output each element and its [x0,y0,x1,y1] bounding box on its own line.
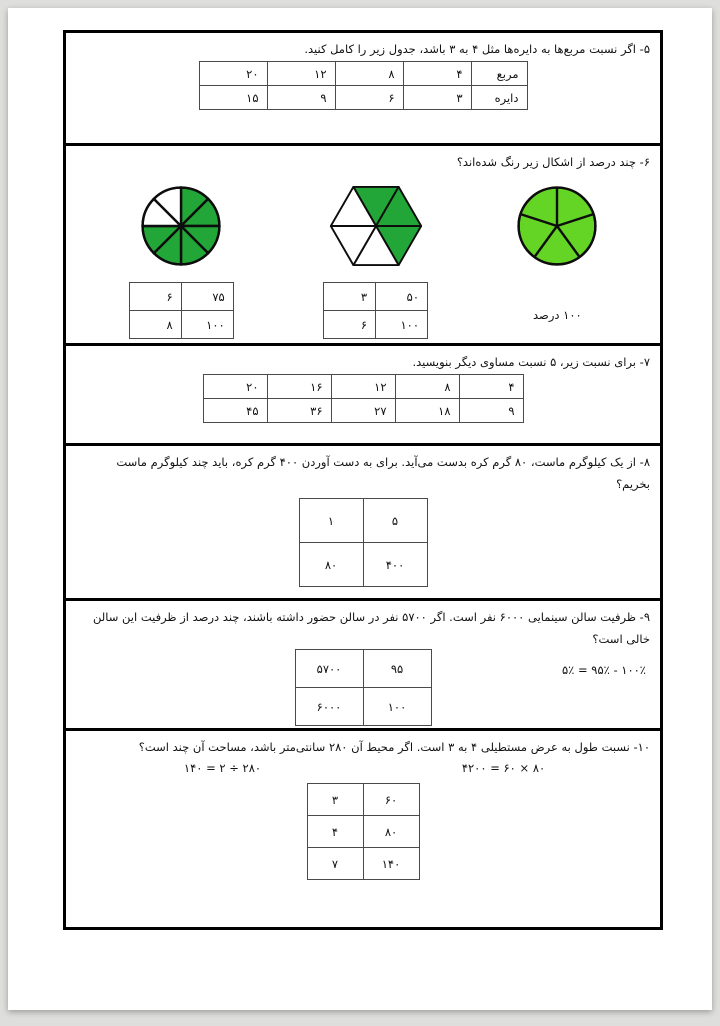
question-5-section [66,33,660,146]
question-9-table-wrap [66,649,660,726]
question-7-table [203,374,524,423]
table-row [307,816,419,848]
cell: ۷ [307,848,363,880]
cell: ۵۷۰۰ [295,650,363,688]
question-9-section [66,601,660,731]
cell: ۹۵ [363,650,431,688]
question-5-table [199,61,528,110]
cell: ۶ [335,86,403,110]
question-9-calculation: ۱۰۰٪ - ۹۵٪ = ۵٪ [561,663,646,677]
cell: ۵۰ [376,283,428,311]
question-9-table [295,649,432,726]
hexagon-six-triangles-icon [330,178,422,274]
circle-eight-sectors-icon [141,178,221,274]
question-10-calc-left: ۸۰ × ۶۰ = ۴۲۰۰ [461,761,546,776]
shape-group-circle-eight-sectors [129,178,234,339]
question-5-prompt: ۵- اگر نسبت مربع‌ها به دایره‌ها مثل ۴ به ۳ باشد، جدول زیر را کامل کنید. [304,42,650,56]
cell: ۱۸ [395,399,459,423]
question-10-calc-right: ۲۸۰ ÷ ۲ = ۱۴۰ [183,761,262,776]
cell: ۶۰ [363,784,419,816]
table-row [299,499,427,543]
cell: ۱۴۰ [363,848,419,880]
cell: ۴ [459,375,523,399]
cell: ۴ [307,816,363,848]
table-row [295,650,431,688]
table-row [203,399,523,423]
shape-group-circle-five-sectors [517,178,597,322]
cell: ۱ [299,499,363,543]
cell: ۲۰ [199,62,267,86]
cell: ۱۲ [267,62,335,86]
cell: ۳ [324,283,376,311]
question-7-prompt: ۷- برای نسبت زیر، ۵ نسبت مساوی دیگر بنویسید. [412,355,650,369]
cell: ۴۰۰ [363,543,427,587]
question-8-prompt-line2: بخریم؟ [616,477,650,492]
cell: ۸ [335,62,403,86]
table-row [199,62,527,86]
table-row [203,375,523,399]
question-9-prompt-line2: خالی است؟ [592,632,650,647]
circle-five-sectors-icon [517,178,597,274]
shape-group-hexagon-six-triangles [323,178,428,339]
cell: ۹ [267,86,335,110]
cell: ۳ [403,86,471,110]
row-label: دایره [471,86,527,110]
table-row [324,283,428,311]
question-8-prompt-line1: ۸- از یک کیلوگرم ماست، ۸۰ گرم کره بدست می‌آید. برای به دست آوردن ۴۰۰ گرم کره، باید چند کیلوگرم ماست [116,455,650,469]
table-row [324,311,428,339]
question-10-prompt: ۱۰- نسبت طول به عرض مستطیلی ۴ به ۳ است. اگر محیط آن ۲۸۰ سانتی‌متر باشد، مساحت آن چند است؟ [138,740,650,754]
question-6-shapes-row [66,174,660,339]
cell: ۶۰۰۰ [295,688,363,726]
table-row [129,311,233,339]
cell: ۱۰۰ [363,688,431,726]
cell: ۳ [307,784,363,816]
cell: ۴ [403,62,471,86]
row-label: مربع [471,62,527,86]
paper-sheet [8,8,712,1010]
cell: ۲۰ [203,375,267,399]
worksheet-container [63,30,663,930]
cell: ۸۰ [299,543,363,587]
table-row [307,848,419,880]
cell: ۸۰ [363,816,419,848]
cell: ۱۰۰ [376,311,428,339]
question-6-section [66,146,660,346]
cell: ۲۷ [331,399,395,423]
question-10-table-wrap [66,783,660,880]
table-row [299,543,427,587]
cell: ۹ [459,399,523,423]
question-6-prompt: ۶- چند درصد از اشکال زیر رنگ شده‌اند؟ [456,155,650,169]
cell: ۱۵ [199,86,267,110]
cell: ۷۵ [181,283,233,311]
cell: ۴۵ [203,399,267,423]
question-8-table-wrap [66,498,660,587]
question-6-shape-3-caption: ۱۰۰ درصد [533,308,582,323]
question-8-table [299,498,428,587]
question-7-table-wrap [66,374,660,423]
cell: ۶ [129,283,181,311]
question-10-section [66,731,660,933]
table-row [307,784,419,816]
cell: ۱۲ [331,375,395,399]
question-10-calculations [66,759,660,777]
shape-1-table-wrap [129,282,234,339]
question-7-section [66,346,660,446]
cell: ۳۶ [267,399,331,423]
table-row [295,688,431,726]
cell: ۵ [363,499,427,543]
question-8-section [66,446,660,601]
cell: ۸ [129,311,181,339]
table-row [129,283,233,311]
question-10-table [307,783,420,880]
question-6-shape-1-table [129,282,234,339]
cell: ۱۶ [267,375,331,399]
cell: ۸ [395,375,459,399]
table-row [199,86,527,110]
question-6-shape-2-table [323,282,428,339]
cell: ۱۰۰ [181,311,233,339]
cell: ۶ [324,311,376,339]
question-9-prompt-line1: ۹- ظرفیت سالن سینمایی ۶۰۰۰ نفر است. اگر ۵۷۰۰ نفر در سالن حضور داشته باشند، چند درصد از ظرفیت این سالن [92,610,650,624]
shape-2-table-wrap [323,282,428,339]
question-5-table-wrap [66,61,660,110]
